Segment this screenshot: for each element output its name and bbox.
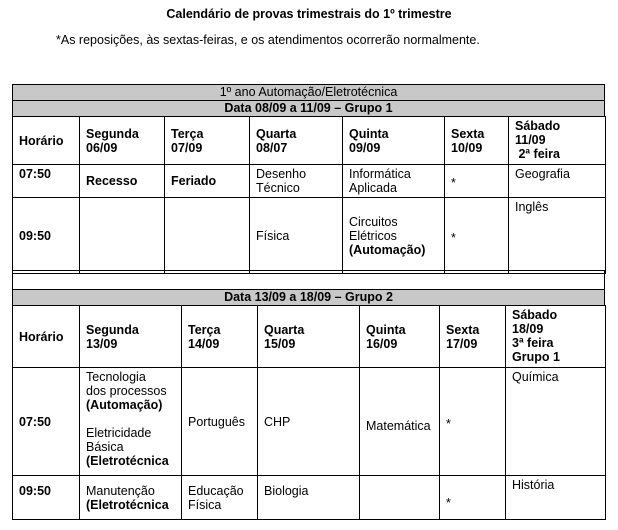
document-title: Calendário de provas trimestrais do 1º trimestre — [166, 7, 452, 21]
header-terca: Terça 14/09 — [182, 306, 258, 368]
group2-header-row — [13, 306, 606, 368]
cell-quinta — [360, 476, 440, 520]
group1-header-row — [13, 117, 606, 165]
header-horario: Horário — [13, 117, 80, 165]
cell-sexta: * — [445, 198, 509, 274]
cell-quarta: Desenho Técnico — [250, 165, 343, 198]
group1-row-0750 — [13, 165, 606, 198]
header-segunda: Segunda 06/09 — [80, 117, 165, 165]
group2-table — [12, 305, 606, 520]
cell-quinta: Matemática — [360, 368, 440, 476]
cell-segunda: Manutenção (Eletrotécnica — [80, 476, 182, 520]
group1-row-0950 — [13, 198, 606, 274]
cell-sexta: * — [445, 165, 509, 198]
spacer-row — [12, 270, 605, 290]
cell-terca: Português — [182, 368, 258, 476]
cell-quarta: Biologia — [258, 476, 360, 520]
group2-row-0950 — [13, 476, 606, 520]
cell-sabado: Química — [506, 368, 606, 476]
cell-terca — [165, 198, 250, 274]
cell-sexta: * — [440, 476, 506, 520]
header-sabado: Sábado 11/09 2ª feira — [509, 117, 606, 165]
header-sexta: Sexta 17/09 — [440, 306, 506, 368]
group2-row-0750 — [13, 368, 606, 476]
cell-sabado: Inglês — [509, 198, 606, 274]
course-band: 1º ano Automação/Eletrotécnica — [12, 84, 605, 101]
cell-sexta: * — [440, 368, 506, 476]
cell-terca: Educação Física — [182, 476, 258, 520]
header-sexta: Sexta 10/09 — [445, 117, 509, 165]
group2-band: Data 13/09 a 18/09 – Grupo 2 — [12, 289, 605, 306]
header-quinta: Quinta 16/09 — [360, 306, 440, 368]
cell-quarta: Física — [250, 198, 343, 274]
header-terca: Terça 07/09 — [165, 117, 250, 165]
time-cell: 07:50 — [13, 165, 80, 198]
header-segunda: Segunda 13/09 — [80, 306, 182, 368]
cell-segunda: Tecnologia dos processos (Automação) Eletricidade Básica (Eletrotécnica — [80, 368, 182, 476]
group1-table — [12, 116, 606, 274]
cell-segunda — [80, 198, 165, 274]
cell-sabado: História — [506, 476, 606, 520]
document-note: *As reposições, às sextas-feiras, e os atendimentos ocorrerão normalmente. — [56, 33, 480, 47]
cell-sabado: Geografia — [509, 165, 606, 198]
cell-quinta: Informática Aplicada — [343, 165, 445, 198]
time-cell: 09:50 — [13, 198, 80, 274]
time-cell: 09:50 — [13, 476, 80, 520]
cell-terca: Feriado — [165, 165, 250, 198]
cell-quinta: Circuitos Elétricos (Automação) — [343, 198, 445, 274]
time-cell: 07:50 — [13, 368, 80, 476]
header-quarta: Quarta 08/07 — [250, 117, 343, 165]
cell-segunda: Recesso — [80, 165, 165, 198]
header-sabado: Sábado 18/09 3ª feira Grupo 1 — [506, 306, 606, 368]
header-quinta: Quinta 09/09 — [343, 117, 445, 165]
header-horario: Horário — [13, 306, 80, 368]
cell-quarta: CHP — [258, 368, 360, 476]
group1-band: Data 08/09 a 11/09 – Grupo 1 — [12, 100, 605, 117]
header-quarta: Quarta 15/09 — [258, 306, 360, 368]
